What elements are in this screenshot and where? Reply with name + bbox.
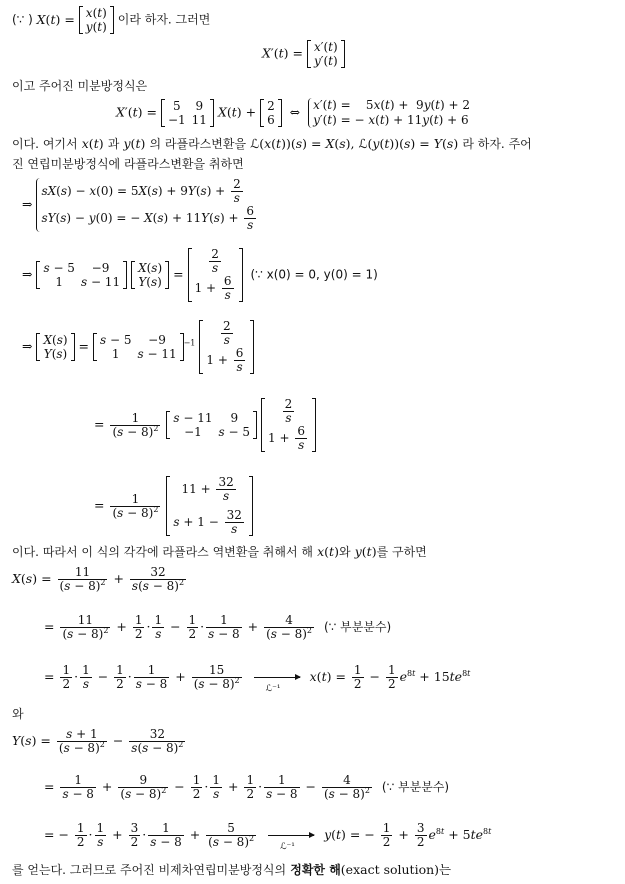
line-definition: (∵ ) X(t) = x(t) y(t) 이라 하자. 그러면 xyxy=(12,6,211,34)
eq-step4: = $\frac{1}{(s - 8)^2}$ s − 11 9 −1 s − 5 $\frac{2}{s}$ 1 + $\frac{6}{s}$ xyxy=(94,398,316,452)
line-given: 이고 주어진 미분방정식은 xyxy=(12,79,148,93)
eq-ys-2: = $\frac{1}{s - 8}$ + $\frac{9}{(s - 8)^2}$ − $\frac{1}{2}$ · $\frac{1}{s}$ + $\frac{1}{2}$ · $\frac{1}{s - 8}$ − $\frac{4}{(s - 8)^2}$ (∵ 부분분수) xyxy=(44,773,450,801)
eq-xs-1: X(s) = $\frac{11}{(s - 8)^2}$ + $\frac{32}{s(s - 8)^2}$ xyxy=(12,565,185,593)
eq-step2: ⇒ s − 5 −9 1 s − 11 X(s) Y(s) = $\frac{2}{s}$ 1 + $\frac{6}{s}$ (∵ x(0) = 0, y(0) = 1) xyxy=(22,247,378,302)
line-conclusion: 를 얻는다. 그러므로 주어진 비제차연립미분방정식의 정확한 해(exact solution)는 xyxy=(12,862,452,877)
line-apply: 진 연립미분방정식에 라플라스변환을 취하면 xyxy=(12,157,244,171)
eq-derivative: X′(t) = x′(t) y′(t) xyxy=(262,40,345,68)
eq-step3: ⇒ X(s) Y(s) = s − 5 −9 1 s − 11 $^{-1}$ $\frac{2}{s}$ 1 + $\frac{6}{s}$ xyxy=(22,320,254,374)
eq-step1: ⇒ sX(s) − x(0) = 5X(s) + 9Y(s) + $\frac{2}{s}$ sY(s) − y(0) = − X(s) + 11Y(s) + $\frac{6}{s}$ xyxy=(22,178,258,232)
eq-ys-1: Y(s) = $\frac{s + 1}{(s - 8)^2}$ − $\frac{32}{s(s - 8)^2}$ xyxy=(12,727,184,755)
line-laplace-def: 이다. 여기서 x(t) 과 y(t) 의 라플라스변환을 ℒ(x(t))(s) = X(s), ℒ(y(t))(s) = Y(s) 라 하자. 주어 xyxy=(12,136,532,151)
inverse-arrow: ℒ⁻¹ xyxy=(254,677,300,678)
eq-ys-3: = − $\frac{1}{2}$ · $\frac{1}{s}$ + $\frac{3}{2}$ · $\frac{1}{s - 8}$ + $\frac{5}{(s - 8)^2}$ ℒ⁻¹ y(t) = − $\frac{1}{2}$ + $\frac{3}{2}$ $e^{8t} + 5te^{8t}$ xyxy=(44,821,492,852)
eq-system: X′(t) = 5 9 −1 11 X(t) + 2 6 ⇔ x′(t) = 5x(t) + 9y(t) + 2 y′(t) = − x(t) + 11y(t) + 6 xyxy=(116,98,470,127)
line-inverse: 이다. 따라서 이 식의 각각에 라플라스 역변환을 취해서 해 x(t)와 y(t)를 구하면 xyxy=(12,544,427,559)
eq-xs-3: = $\frac{1}{2}$ · $\frac{1}{s}$ − $\frac{1}{2}$ · $\frac{1}{s - 8}$ + $\frac{15}{(s - 8)^2}$ ℒ⁻¹ x(t) = $\frac{1}{2}$ − $\frac{1}{2}$ $e^{8t} + 15te^{8t}$ xyxy=(44,663,471,694)
inverse-arrow: ℒ⁻¹ xyxy=(268,835,314,836)
eq-xs-2: = $\frac{11}{(s - 8)^2}$ + $\frac{1}{2}$ · $\frac{1}{s}$ − $\frac{1}{2}$ · $\frac{1}{s - 8}$ + $\frac{4}{(s - 8)^2}$ (∵ 부분분수) xyxy=(44,613,392,641)
eq-step5: = $\frac{1}{(s - 8)^2}$ 11 + $\frac{32}{s}$ s + 1 − $\frac{32}{s}$ xyxy=(94,476,253,536)
line-wa: 와 xyxy=(12,707,24,721)
